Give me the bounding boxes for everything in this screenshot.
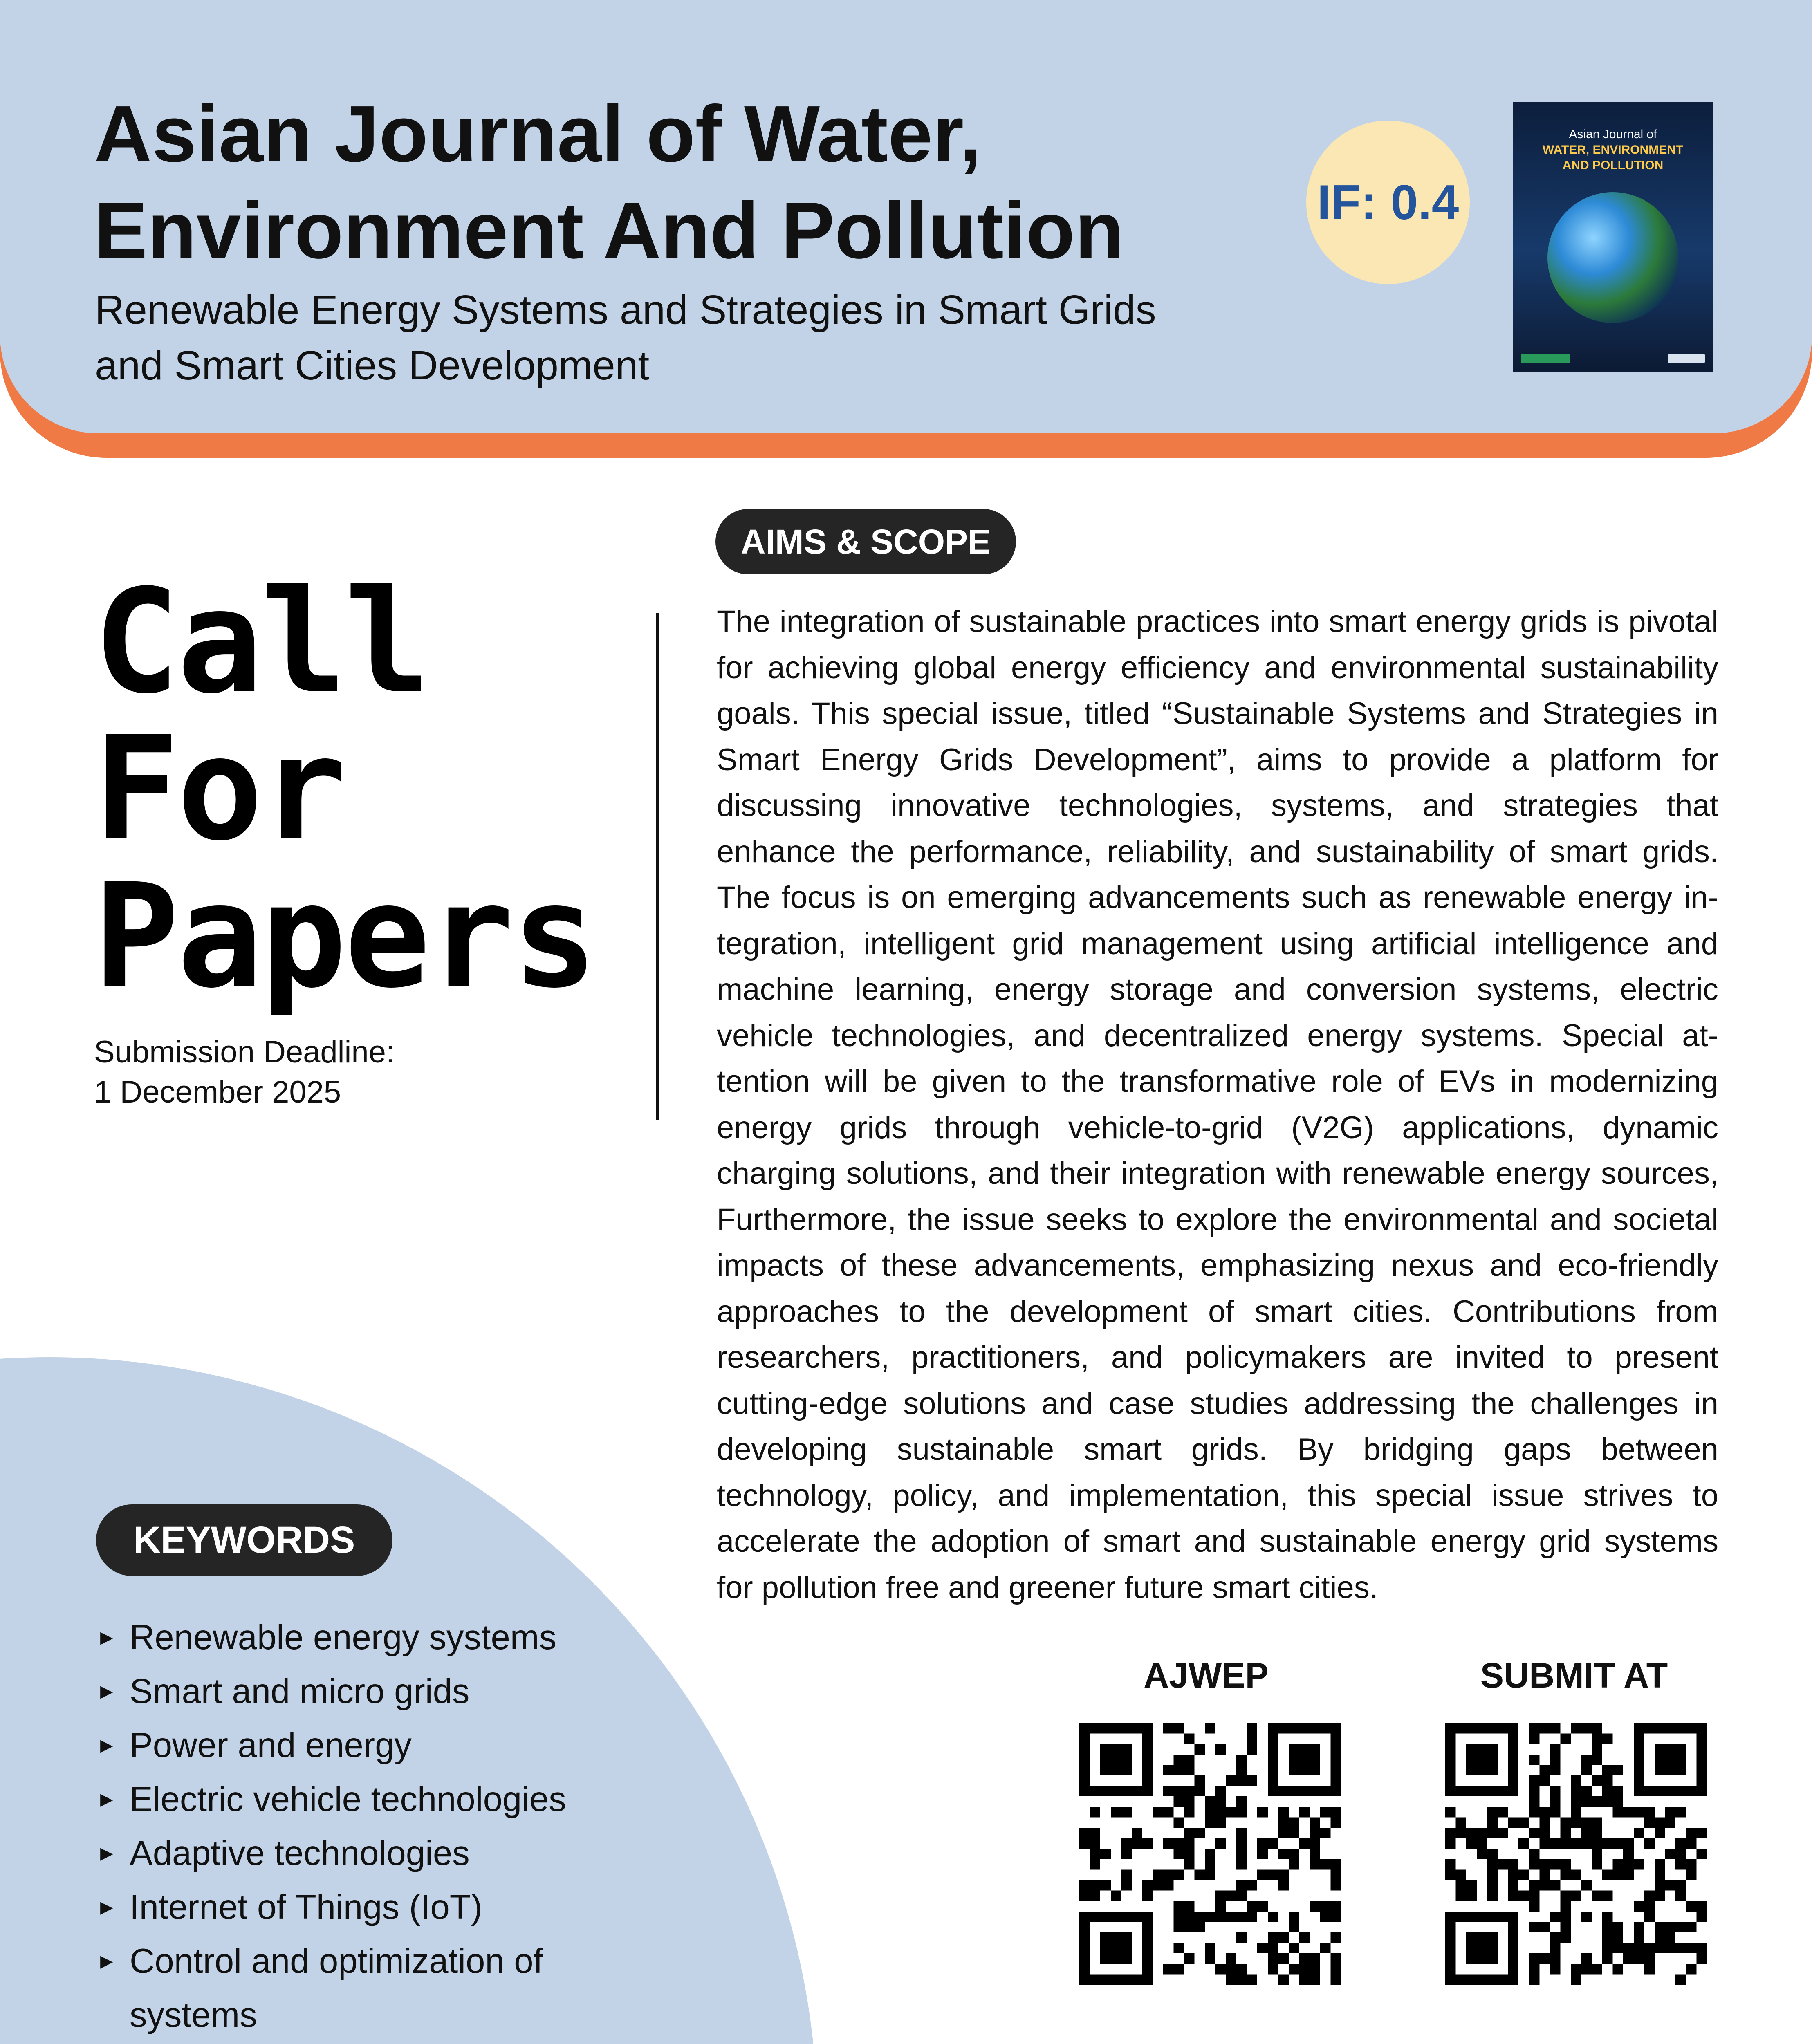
keyword-item <box>96 1773 660 1827</box>
keyword-text: Renewable energy systems <box>130 1618 557 1657</box>
keywords-label: KEYWORDS <box>96 1504 392 1576</box>
cover-partner-logo <box>1668 354 1705 363</box>
keyword-text: Electric vehicle technologies <box>130 1780 566 1819</box>
qr-label-submit: SUBMIT AT <box>1480 1656 1668 1695</box>
keyword-text: Internet of Things (IoT) <box>130 1888 482 1927</box>
cfp-line2: For <box>93 706 345 872</box>
cover-footer <box>1521 352 1705 365</box>
keyword-item <box>96 2042 660 2044</box>
triangle-bullet-icon: ► <box>96 1626 117 1650</box>
keywords-list <box>96 1611 660 2044</box>
submission-qr-code[interactable] <box>1445 1723 1707 1985</box>
keyword-text: Smart and micro grids <box>130 1672 470 1711</box>
cfp-line1: Call <box>93 558 428 725</box>
keyword-item <box>96 1827 660 1880</box>
special-issue-title-line1: Renewable Energy Systems and Strategies in Smart Grids <box>95 287 1156 333</box>
keyword-item <box>96 1719 660 1773</box>
keyword-text: Power and energy <box>130 1726 412 1765</box>
call-for-papers-heading <box>93 558 666 1020</box>
impact-factor-badge: IF: 0.4 <box>1306 121 1470 284</box>
triangle-bullet-icon: ► <box>96 1950 117 1973</box>
keyword-text: Control and optimization of systems <box>130 1942 543 2035</box>
journal-title-line2: Environment And Pollution <box>94 186 1124 275</box>
cover-title <box>1513 127 1713 173</box>
keyword-item <box>96 1880 660 1934</box>
deadline-date: 1 December 2025 <box>94 1075 341 1109</box>
cover-title-line1: Asian Journal of <box>1569 128 1657 141</box>
keyword-item <box>96 1665 660 1719</box>
triangle-bullet-icon: ► <box>96 1842 117 1865</box>
cfp-line3: Papers <box>93 853 596 1020</box>
aims-scope-label: AIMS & SCOPE <box>715 509 1016 574</box>
triangle-bullet-icon <box>96 2042 117 2044</box>
triangle-bullet-icon: ► <box>96 1680 117 1703</box>
journal-cover-image <box>1513 102 1713 372</box>
journal-title-line1: Asian Journal of Water, <box>94 89 982 179</box>
journal-title <box>94 86 1280 279</box>
special-issue-title-line2: and Smart Cities Development <box>95 343 650 388</box>
aims-scope-text: The integration of sustainable practices into smart energy grids is pivotal for achieving global energy efficiency and environmental sustainability goals. This special issue, titled “Sustainable Systems and Strategies in Smart Energy Grids Development”, aims to provide a platform for discussing innovative technologies, systems, and strategies that enhance the performance, reliability, and sustainability of smart grids. The focus is on emerging advancements such as renewable energy integration, intelligent grid management using artificial intelligence and machine learning, energy storage and conversion systems, electric vehicle technologies, and decentralized energy systems. Special attention will be given to the transformative role of EVs in modernizing energy grids through vehicle-to-grid (V2G) applications, dynamic charging solutions, and their integration with renewable energy sources, Furthermore, the issue seeks to explore the environmental and societal impacts of these advancements, emphasizing nexus and eco-friendly approaches to the development of smart cities. Contributions from researchers, practitioners, and policymakers are invited to present cutting-edge solutions and case studies addressing the challenges in developing sustainable smart grids. By bridging gaps between technology, policy, and implementation, this special issue strives to accelerate the adoption of smart and sustainable energy grid systems for pollution free and greener future smart cities. <box>717 604 1718 1605</box>
submission-deadline <box>94 1032 626 1112</box>
keyword-item <box>96 1611 660 1665</box>
keyword-item <box>96 1934 660 2042</box>
globe-icon <box>1547 192 1678 323</box>
cover-title-line2: WATER, ENVIRONMENT <box>1542 143 1684 157</box>
qr-label-ajwep: AJWEP <box>1144 1656 1269 1695</box>
triangle-bullet-icon: ► <box>96 1734 117 1757</box>
special-issue-title <box>95 282 1281 393</box>
triangle-bullet-icon: ► <box>96 1896 117 1919</box>
vertical-divider <box>656 613 659 1120</box>
cover-title-line3: AND POLLUTION <box>1562 159 1664 172</box>
triangle-bullet-icon: ► <box>96 1788 117 1811</box>
keyword-text: Adaptive technologies <box>130 1834 470 1873</box>
journal-qr-code[interactable] <box>1079 1723 1341 1985</box>
cover-publisher-logo <box>1521 354 1570 363</box>
deadline-label: Submission Deadline: <box>94 1035 395 1069</box>
